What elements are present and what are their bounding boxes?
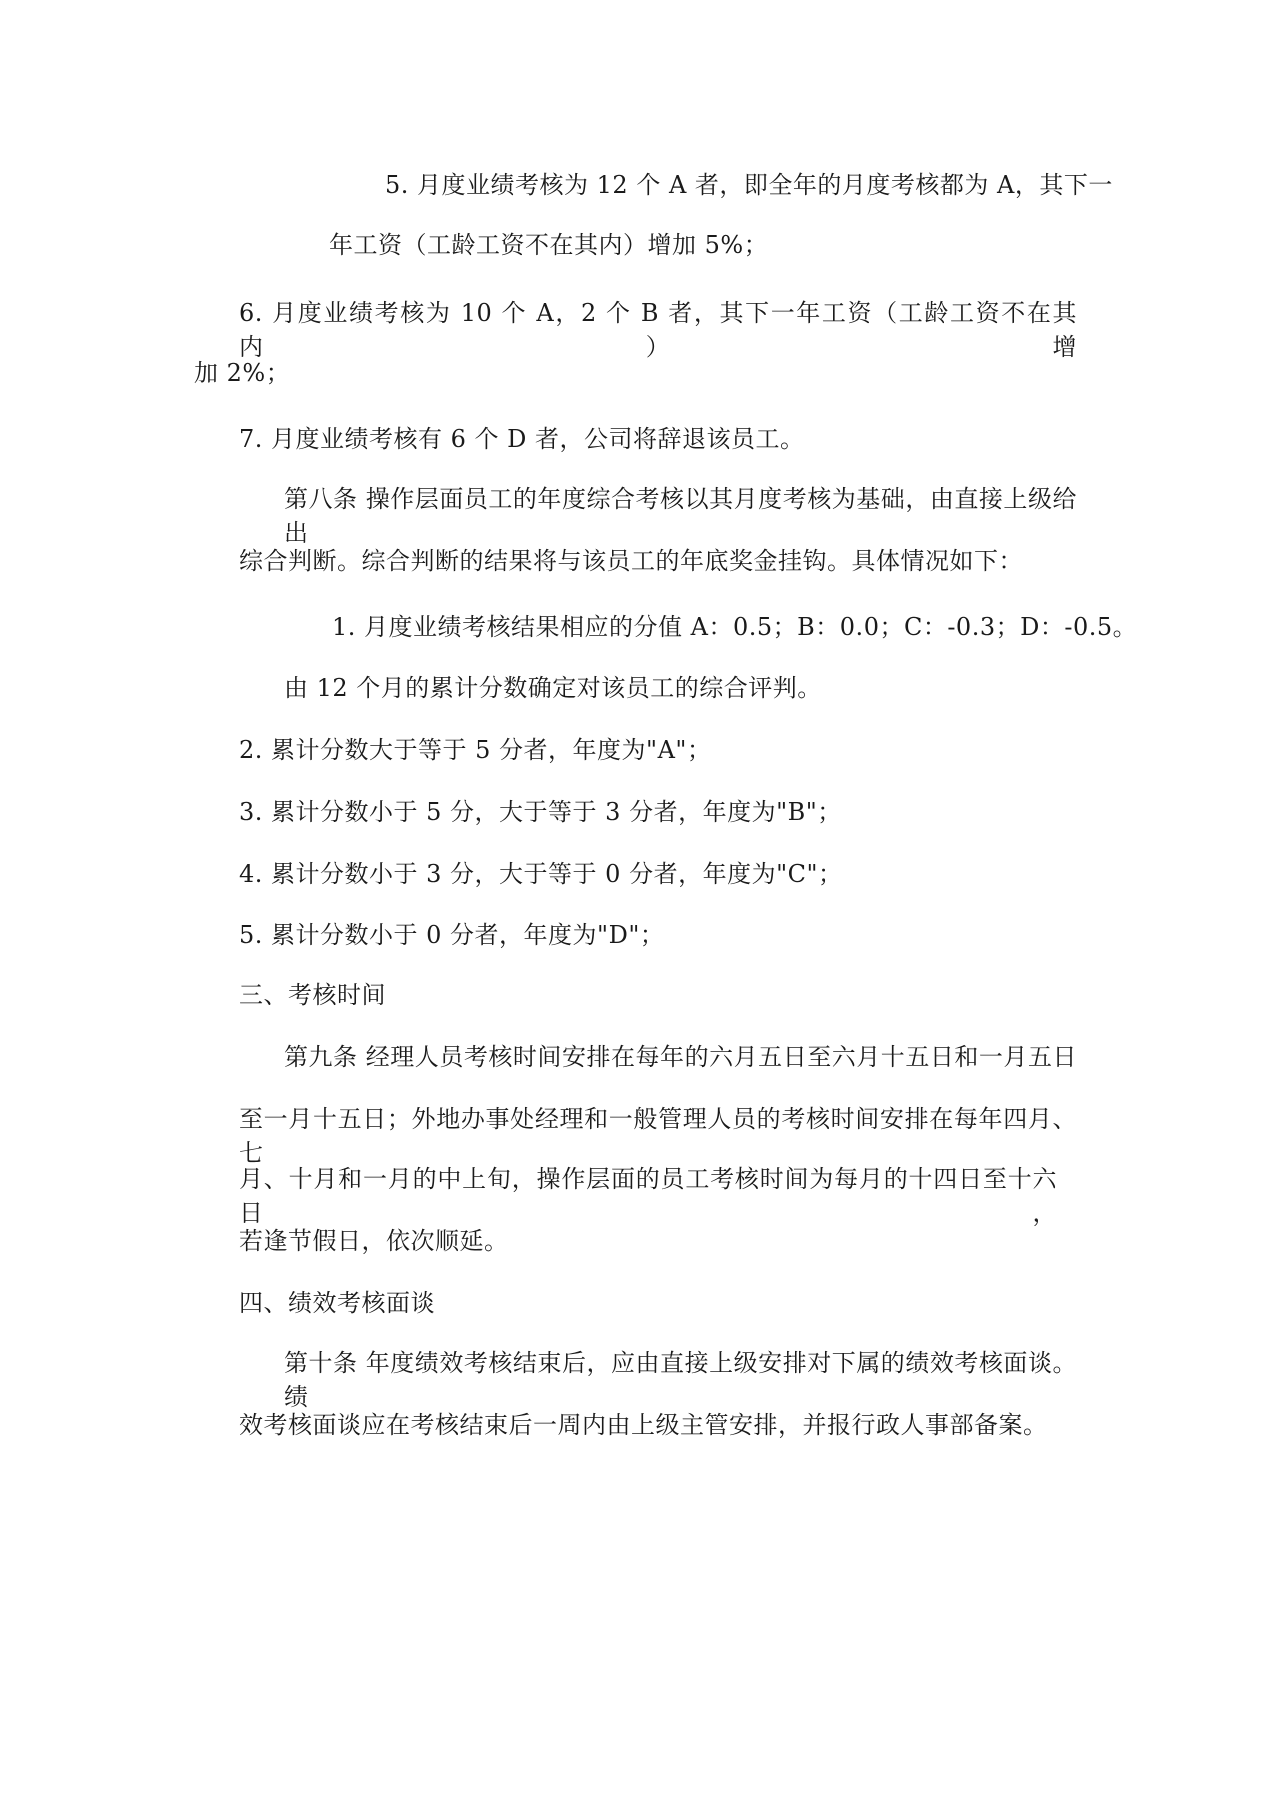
article-10-line-2: 效考核面谈应在考核结束后一周内由上级主管安排，并报行政人事部备案。	[239, 1411, 1048, 1439]
item-6-line-1: 6. 月度业绩考核为 10 个 A，2 个 B 者，其下一年工资（工龄工资不在其内）增	[239, 299, 1077, 361]
score-rule-1: 1. 月度业绩考核结果相应的分值 A：0.5；B：0.0；C：-0.3；D：-0.5。	[332, 613, 1138, 641]
article-10-line-1: 第十条 年度绩效考核结束后，应由直接上级安排对下属的绩效考核面谈。绩	[284, 1349, 1077, 1411]
item-7: 7. 月度业绩考核有 6 个 D 者，公司将辞退该员工。	[239, 425, 805, 453]
score-rule-3: 3. 累计分数小于 5 分，大于等于 3 分者，年度为"B"；	[239, 798, 842, 826]
article-9-line-2: 至一月十五日；外地办事处经理和一般管理人员的考核时间安排在每年四月、七	[239, 1105, 1077, 1167]
score-rule-2: 2. 累计分数大于等于 5 分者，年度为"A"；	[239, 736, 712, 764]
score-rule-1-cont: 由 12 个月的累计分数确定对该员工的综合评判。	[284, 674, 822, 702]
score-rule-5: 5. 累计分数小于 0 分者，年度为"D"；	[239, 921, 665, 949]
item-5-line-2: 年工资（工龄工资不在其内）增加 5%；	[329, 231, 769, 259]
article-8-line-2: 综合判断。综合判断的结果将与该员工的年底奖金挂钩。具体情况如下：	[239, 547, 1023, 575]
score-rule-4: 4. 累计分数小于 3 分，大于等于 0 分者，年度为"C"；	[239, 860, 843, 888]
article-8-line-1: 第八条 操作层面员工的年度综合考核以其月度考核为基础，由直接上级给出	[284, 485, 1077, 547]
item-5-line-1: 5. 月度业绩考核为 12 个 A 者，即全年的月度考核都为 A，其下一	[385, 171, 1113, 199]
article-9-line-3: 月、十月和一月的中上旬，操作层面的员工考核时间为每月的十四日至十六日，	[239, 1165, 1057, 1227]
article-9-line-1: 第九条 经理人员考核时间安排在每年的六月五日至六月十五日和一月五日	[284, 1043, 1077, 1071]
item-6-line-2: 加 2%；	[194, 359, 291, 387]
article-9-line-4: 若逢节假日，依次顺延。	[239, 1227, 509, 1255]
section-4-heading: 四、绩效考核面谈	[239, 1289, 435, 1317]
section-3-heading: 三、考核时间	[239, 981, 386, 1009]
